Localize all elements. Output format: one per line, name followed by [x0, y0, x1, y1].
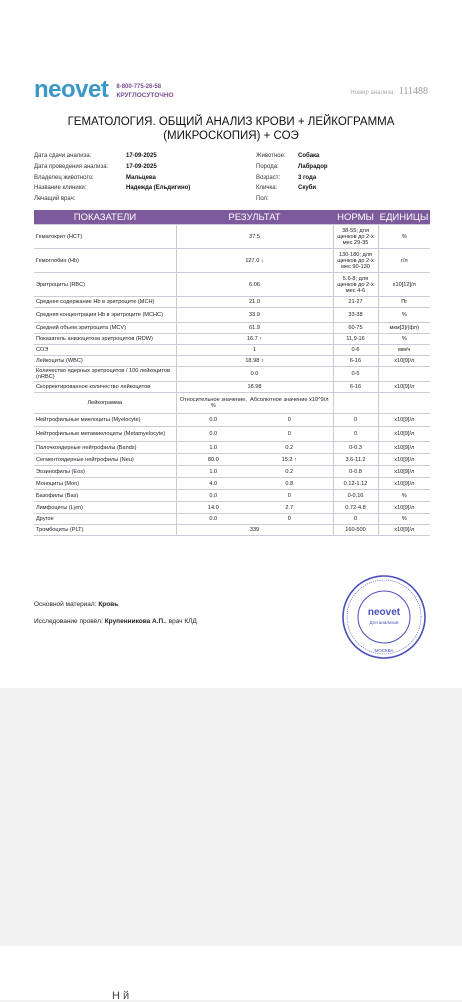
row-norm: 60-75	[333, 323, 378, 334]
row-result: 61.9	[176, 323, 333, 334]
row-norm: 0-6	[333, 345, 378, 356]
row-result: 0.0	[176, 367, 333, 382]
row-unit: мм/ч	[378, 345, 430, 356]
row-absolute: 0	[287, 492, 291, 499]
leukogram-header-unit	[378, 393, 430, 414]
plt-result: 339	[176, 525, 333, 536]
info-left-value: Надежда (Ельдигино)	[126, 185, 191, 192]
row-name: Количество ядерных эритроцитов / 100 лейкоцитов (nRBC)	[34, 367, 176, 382]
row-unit: x10[9]/л	[378, 502, 430, 514]
table-row	[34, 356, 430, 367]
header-tagline: КРУГЛОСУТОЧНО	[116, 92, 174, 99]
info-right-value: Скуби	[298, 185, 317, 192]
info-right-value: Собака	[298, 153, 320, 159]
leukogram-relative-header: Относительное значение, %	[179, 397, 247, 409]
row-relative: 0.0	[209, 417, 218, 423]
row-absolute: 0	[287, 516, 291, 522]
row-unit: x10[9]/л	[378, 442, 430, 454]
row-relative: 0.0	[209, 492, 218, 499]
plt-name: Тромбоциты (PLT)	[34, 525, 176, 536]
row-result: 18.98 ↑	[176, 356, 333, 367]
header-phone: 8-800-775-26-58	[116, 84, 162, 90]
row-unit: x10[9]/л	[378, 414, 430, 427]
row-name: Показатель анизоцитоза эритроцитов (RDW)	[34, 334, 176, 345]
plt-unit: x10[9]/л	[378, 525, 430, 536]
row-unit: г/л	[378, 249, 430, 273]
logo-contacts	[116, 83, 173, 100]
footer-notes	[34, 600, 197, 634]
row-norm: 0	[333, 414, 378, 427]
leukogram-header-values	[176, 393, 333, 414]
performer-line	[34, 617, 197, 626]
info-right-row	[256, 162, 328, 173]
info-left-row	[34, 162, 190, 173]
row-values	[176, 442, 333, 454]
plt-norm: 160-500	[333, 525, 378, 536]
results-table	[34, 210, 430, 536]
patient-info-left	[34, 151, 190, 205]
leukogram-row	[34, 514, 430, 525]
table-row	[34, 323, 430, 334]
leukogram-row	[34, 414, 430, 427]
row-unit: %	[378, 225, 430, 249]
results-header-row	[34, 210, 430, 225]
row-unit: Пг	[378, 297, 430, 308]
performer-label: Исследование провёл:	[34, 618, 103, 625]
row-absolute: 0	[287, 431, 291, 437]
leukogram-header-row	[34, 393, 430, 414]
table-row	[34, 367, 430, 382]
analysis-number-value: 111488	[398, 86, 428, 97]
table-row	[34, 225, 430, 249]
leukogram-header	[34, 393, 430, 414]
leukogram-row	[34, 490, 430, 502]
row-name: СОЭ	[34, 345, 176, 356]
row-name: Нейтрофильные миелоциты (Myelocyte)	[34, 414, 176, 427]
leukogram-body	[34, 414, 430, 525]
table-row-plt	[34, 525, 430, 536]
stamp-logo: neovet	[367, 607, 401, 618]
table-row	[34, 273, 430, 297]
header-units: ЕДИНИЦЫ	[379, 211, 429, 223]
row-unit: x10[9]/л	[378, 478, 430, 490]
info-right-row	[256, 183, 328, 194]
row-relative: 0.0	[209, 516, 218, 522]
neovet-logo	[34, 78, 174, 102]
row-unit	[378, 367, 430, 382]
performer-role: , врач КЛД	[165, 618, 197, 625]
leukogram-row	[34, 454, 430, 466]
info-left-row	[34, 194, 190, 205]
info-left-label: Дата сдачи анализа:	[34, 153, 92, 159]
row-name: Лейкоциты (WBC)	[34, 356, 176, 367]
row-norm: 21-27	[333, 297, 378, 308]
row-norm: 0-0.3	[333, 442, 378, 454]
row-absolute: 15.2 ↑	[281, 456, 297, 463]
stamp-subtext: Для анализов	[369, 620, 399, 625]
row-name: Палочкоядерные нейтрофилы (Bands)	[34, 442, 176, 454]
table-row	[34, 345, 430, 356]
info-left-label: Лечащий врач:	[34, 196, 76, 203]
material-label: Основной материал:	[34, 601, 97, 608]
row-norm: 0.12-1.12	[333, 478, 378, 490]
leukogram-row	[34, 502, 430, 514]
row-values	[176, 454, 333, 466]
row-unit: x10[9]/л	[378, 427, 430, 442]
row-relative: 0.0	[209, 431, 218, 437]
table-row	[34, 297, 430, 308]
row-name: Средняя концентрация Hb в эритроците (MCHC)	[34, 308, 176, 323]
info-right-label: Пол:	[256, 196, 269, 203]
row-values	[176, 502, 333, 514]
row-absolute: 0.2	[285, 444, 294, 451]
info-right-label: Порода:	[256, 163, 279, 170]
leukogram-absolute-header: Абсолютное значение x10^9/л	[249, 397, 329, 403]
row-values	[176, 414, 333, 427]
next-page-text: Н й	[112, 990, 130, 1002]
info-right-row	[256, 194, 328, 205]
row-values	[176, 466, 333, 478]
leukogram-title: Лейкограмма	[34, 393, 176, 414]
row-unit: x10[9]/л	[378, 382, 430, 393]
info-right-label: Кличка:	[256, 185, 278, 192]
leukogram-row	[34, 442, 430, 454]
row-norm: 130-180; для щенков до 2-х мес 90-130	[333, 249, 378, 273]
row-relative: 1.0	[209, 444, 218, 451]
row-name: Сегментоядерные нейтрофилы (Neu)	[34, 454, 176, 466]
row-norm: 38-55; для щенков до 2-х мес 29-35	[333, 225, 378, 249]
info-right-row	[256, 151, 328, 162]
table-row	[34, 308, 430, 323]
info-left-row	[34, 173, 190, 184]
row-result: 127.0 ↓	[176, 249, 333, 273]
row-norm: 6-16	[333, 356, 378, 367]
info-right-value: Лабрадор	[298, 163, 328, 170]
row-absolute: 2.7	[285, 504, 294, 511]
row-values	[176, 478, 333, 490]
row-unit: %	[378, 490, 430, 502]
row-values	[176, 490, 333, 502]
row-result: 18.98	[176, 382, 333, 393]
row-unit: x10[12]/л	[378, 273, 430, 297]
next-page-fragment	[0, 946, 462, 1000]
row-name: Среднее содержание Hb в эритроците (MCH)	[34, 297, 176, 308]
logo-wordmark: neovet	[34, 76, 109, 103]
info-left-value: 17-09-2025	[126, 153, 157, 159]
leukogram-row	[34, 427, 430, 442]
row-result: 16.7 ↑	[176, 334, 333, 345]
row-absolute: 0.8	[285, 480, 294, 487]
row-relative: 4.0	[209, 480, 218, 487]
row-norm: 5.6-8; для щенков до 2-х мес 4-6	[333, 273, 378, 297]
header-result: РЕЗУЛЬТАТ	[176, 210, 333, 225]
row-norm: 0-0.16	[333, 490, 378, 502]
row-name: Скорректированное количество лейкоцитов	[34, 382, 176, 393]
row-values	[176, 514, 333, 525]
leukogram-row	[34, 466, 430, 478]
row-absolute: 0	[287, 417, 291, 423]
row-norm: 33-38	[333, 308, 378, 323]
row-name: Моноциты (Mon)	[34, 478, 176, 490]
row-result: 1	[176, 345, 333, 356]
row-name: Другое	[34, 514, 176, 525]
clinic-stamp	[341, 574, 427, 660]
row-name: Нейтрофильные метамиелоциты (Metamyelocyte)	[34, 427, 176, 442]
leukogram-row	[34, 478, 430, 490]
performer-name: Крупенникова А.П.	[104, 618, 166, 625]
row-name: Гематокрит (HCT)	[34, 225, 176, 249]
row-name: Лимфоциты (Lym)	[34, 502, 176, 514]
info-left-row	[34, 183, 190, 194]
row-relative: 1.0	[209, 468, 218, 475]
row-name: Средний объем эритроцита (MCV)	[34, 323, 176, 334]
row-unit: %	[378, 334, 430, 345]
row-name: Гемоглобин (Hb)	[34, 249, 176, 273]
header-indicators: ПОКАЗАТЕЛИ	[34, 210, 176, 225]
results-body	[34, 225, 430, 393]
info-right-row	[256, 173, 328, 184]
info-right-label: Животное:	[256, 153, 286, 159]
patient-info-right	[256, 151, 328, 205]
row-name: Эозинофилы (Eos)	[34, 466, 176, 478]
row-result: 21.0	[176, 297, 333, 308]
row-unit: x10[9]/л	[378, 466, 430, 478]
platelet-body	[34, 525, 430, 536]
row-values	[176, 427, 333, 442]
row-unit: %	[378, 308, 430, 323]
material-line	[34, 600, 197, 609]
row-unit: %	[378, 514, 430, 525]
row-absolute: 0.2	[285, 468, 294, 475]
table-row	[34, 334, 430, 345]
table-row	[34, 249, 430, 273]
leukogram-header-norm	[333, 393, 378, 414]
row-norm: 0	[333, 514, 378, 525]
row-name: Эритроциты (RBC)	[34, 273, 176, 297]
row-norm: 0-5	[333, 367, 378, 382]
info-left-value: Мальцева	[126, 174, 156, 181]
row-relative: 14.0	[207, 504, 219, 511]
material-value: Кровь	[98, 601, 119, 608]
table-row	[34, 382, 430, 393]
info-left-label: Дата проведения анализа:	[34, 163, 109, 170]
row-result: 37.5	[176, 225, 333, 249]
stamp-city: МОСКВА	[374, 648, 394, 653]
row-unit: x10[9]/л	[378, 356, 430, 367]
info-left-label: Название клиники:	[34, 185, 87, 192]
info-right-label: Возраст:	[256, 174, 281, 181]
row-norm: 0.72-4.8	[333, 502, 378, 514]
row-norm: 3.6-11.2	[333, 454, 378, 466]
row-norm: 11,9-16	[333, 334, 378, 345]
row-norm: 0-0.8	[333, 466, 378, 478]
document-title: ГЕМАТОЛОГИЯ. ОБЩИЙ АНАЛИЗ КРОВИ + ЛЕЙКОГРАММА (МИКРОСКОПИЯ) + СОЭ	[67, 116, 395, 142]
header-norms: НОРМЫ	[333, 210, 378, 225]
row-unit: x10[9]/л	[378, 454, 430, 466]
row-unit: мкм[3]/(фл)	[378, 323, 430, 334]
row-result: 33.9	[176, 308, 333, 323]
row-norm: 0	[333, 427, 378, 442]
row-relative: 80.0	[207, 456, 219, 463]
info-left-row	[34, 151, 190, 162]
info-left-value: 17-09-2025	[126, 163, 157, 170]
row-norm: 6-16	[333, 382, 378, 393]
analysis-number-label: Номер анализа:	[350, 90, 396, 96]
analysis-number	[350, 86, 428, 97]
row-result: 6.06	[176, 273, 333, 297]
info-right-value: 3 года	[298, 174, 317, 181]
row-name: Базофилы (Bas)	[34, 490, 176, 502]
info-left-label: Владелец животного:	[34, 174, 94, 181]
